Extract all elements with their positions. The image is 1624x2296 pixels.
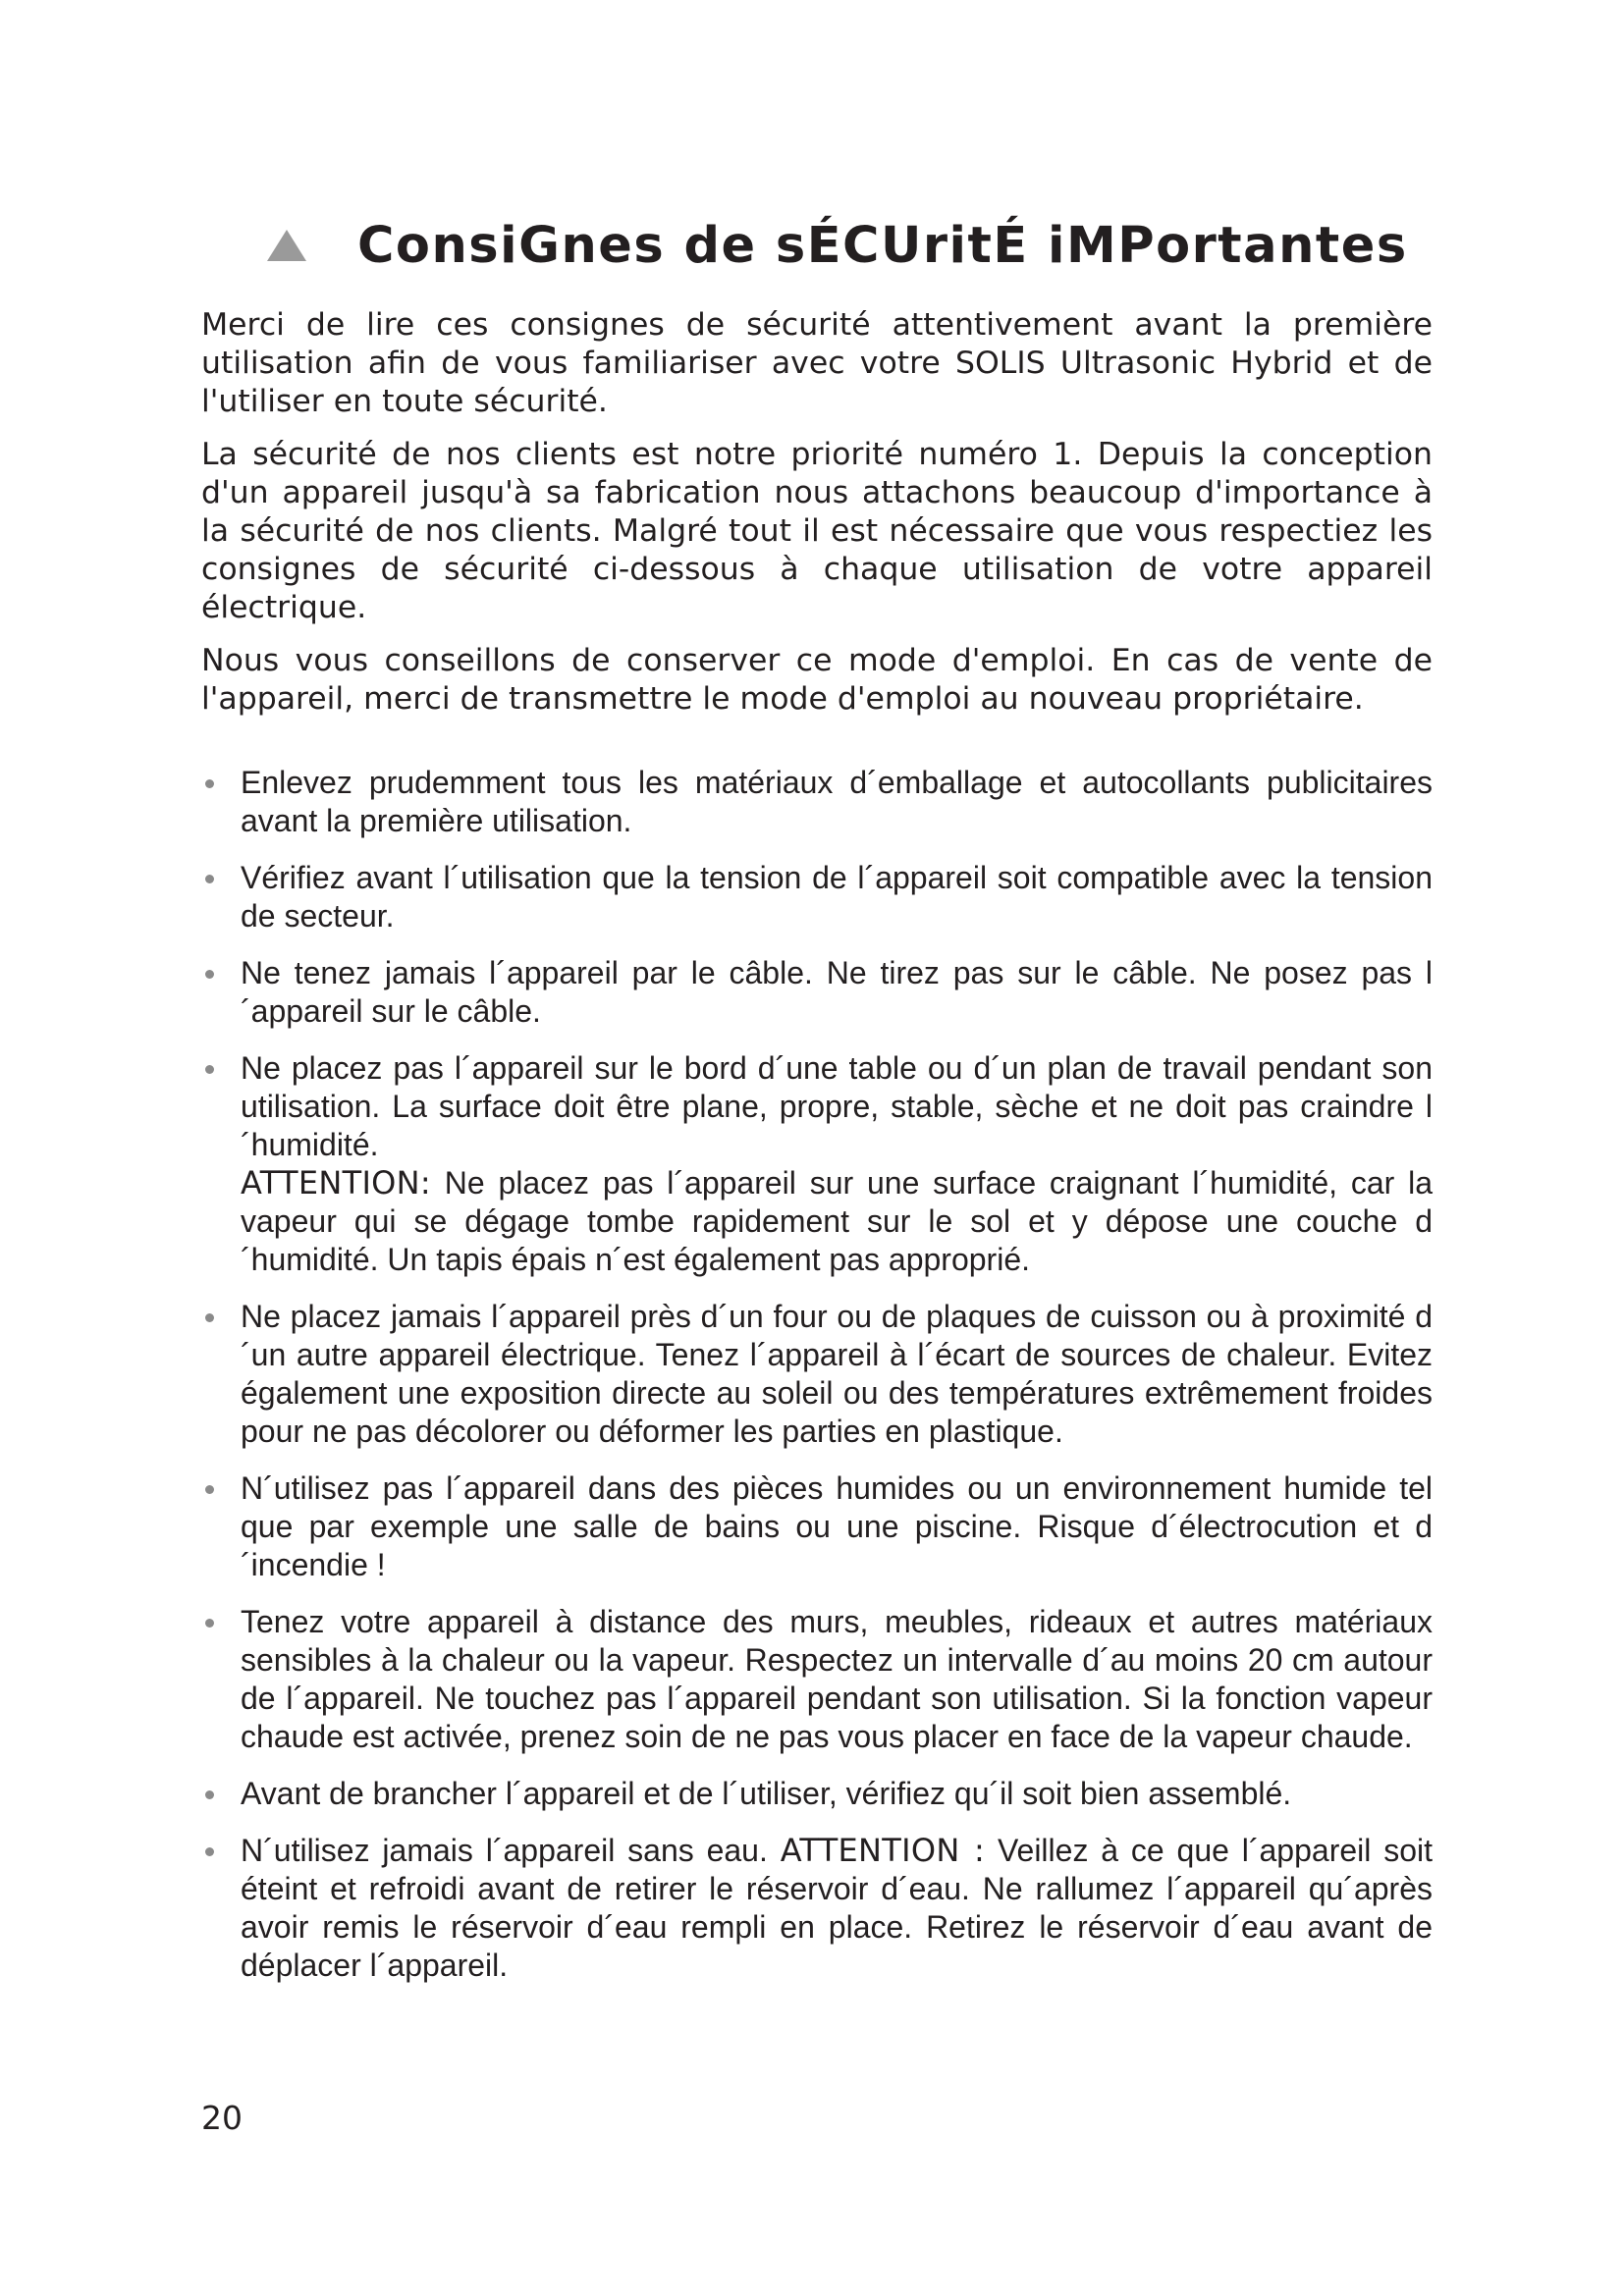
- bullet-icon: [205, 1619, 214, 1628]
- attention-note: [241, 1164, 1433, 1279]
- bullet-icon: [205, 970, 214, 979]
- bullet-icon: [205, 1065, 214, 1074]
- attention-label: ATTENTION:: [241, 1164, 431, 1201]
- page-title: ConsiGnes de sÉCUritÉ iMPortantes: [357, 216, 1408, 275]
- list-item: [201, 764, 1433, 840]
- list-item: [201, 1775, 1433, 1813]
- intro-paragraph: La sécurité de nos clients est notre priorité numéro 1. Depuis la conception d'un appareil jusqu'à sa fabrication nous attachons beaucoup d'importance à la sécurité de nos clients. Malgré tout il est nécessaire que vous respectiez les consignes de sécurité ci-dessous à chaque utilisation de votre appareil électrique.: [201, 437, 1433, 625]
- page-number: 20: [201, 2099, 243, 2137]
- list-item: [201, 954, 1433, 1031]
- list-item-text: N´utilisez pas l´appareil dans des pièces humides ou un environnement humide tel que par exemple une salle de bains ou une piscine. Risque d´électrocution et d´incendie !: [241, 1470, 1433, 1582]
- intro-paragraph: Merci de lire ces consignes de sécurité attentivement avant la première utilisation afin de vous familiariser avec votre SOLIS Ultrasonic Hybrid et de l'utiliser en toute sécurité.: [201, 307, 1433, 419]
- attention-text: Ne placez pas l´appareil sur une surface craignant l´humidité, car la vapeur qui se dégage tombe rapidement sur le sol et y dépose une couche d´humidité. Un tapis épais n´est également pas approprié.: [241, 1165, 1433, 1277]
- bullet-icon: [205, 875, 214, 883]
- safety-instructions-list: [201, 764, 1433, 2003]
- list-item-text: Ne placez jamais l´appareil près d´un four ou de plaques de cuisson ou à proximité d´un autre appareil électrique. Tenez l´appareil à l´écart de sources de chaleur. Evitez également une exposition directe au soleil ou des températures extrêmement froides pour ne pas décolorer ou déformer les parties en plastique.: [241, 1299, 1433, 1449]
- list-item-text: N´utilisez jamais l´appareil sans eau.: [241, 1833, 781, 1868]
- bullet-icon: [205, 1847, 214, 1856]
- list-item-text: Tenez votre appareil à distance des murs, meubles, rideaux et autres matériaux sensibles à la chaleur ou la vapeur. Respectez un intervalle d´au moins 20 cm autour de l´appareil. Ne touchez pas l´appareil pendant son utilisation. Si la fonction vapeur chaude est activée, prenez soin de ne pas vous placer en face de la vapeur chaude.: [241, 1604, 1433, 1754]
- list-item-text: Vérifiez avant l´utilisation que la tension de l´appareil soit compatible avec la tension de secteur.: [241, 860, 1433, 934]
- bullet-icon: [205, 1790, 214, 1799]
- list-item: [201, 1298, 1433, 1451]
- bullet-icon: [205, 1313, 214, 1322]
- list-item-text: Ne tenez jamais l´appareil par le câble. Ne tirez pas sur le câble. Ne posez pas l´appareil sur le câble.: [241, 955, 1433, 1029]
- section-header: [263, 206, 1441, 285]
- list-item-text: Enlevez prudemment tous les matériaux d´emballage et autocollants publicitaires avant la première utilisation.: [241, 765, 1433, 838]
- attention-text: Veillez à ce que l´appareil soit éteint et refroidi avant de retirer le réservoir d´eau. Ne rallumez l´appareil qu´après avoir remis le réservoir d´eau rempli en place. Retirez le réservoir d´eau avant de déplacer l´appareil.: [241, 1833, 1434, 1983]
- list-item: [201, 859, 1433, 935]
- list-item-text: Ne placez pas l´appareil sur le bord d´une table ou d´un plan de travail pendant son utilisation. La surface doit être plane, propre, stable, sèche et ne doit pas craindre l´humidité.: [241, 1050, 1433, 1162]
- list-item: [201, 1469, 1433, 1584]
- attention-label: ATTENTION :: [780, 1832, 986, 1869]
- warning-triangle-icon: [263, 226, 310, 265]
- list-item-text: Avant de brancher l´appareil et de l´utiliser, vérifiez qu´il soit bien assemblé.: [241, 1776, 1292, 1811]
- bullet-icon: [205, 779, 214, 788]
- intro-paragraph: Nous vous conseillons de conserver ce mode d'emploi. En cas de vente de l'appareil, merci de transmettre le mode d'emploi au nouveau propriétaire.: [201, 643, 1433, 717]
- bullet-icon: [205, 1485, 214, 1494]
- list-item: [201, 1832, 1433, 1985]
- list-item: [201, 1603, 1433, 1756]
- intro-section: [201, 306, 1433, 733]
- list-item: [201, 1049, 1433, 1279]
